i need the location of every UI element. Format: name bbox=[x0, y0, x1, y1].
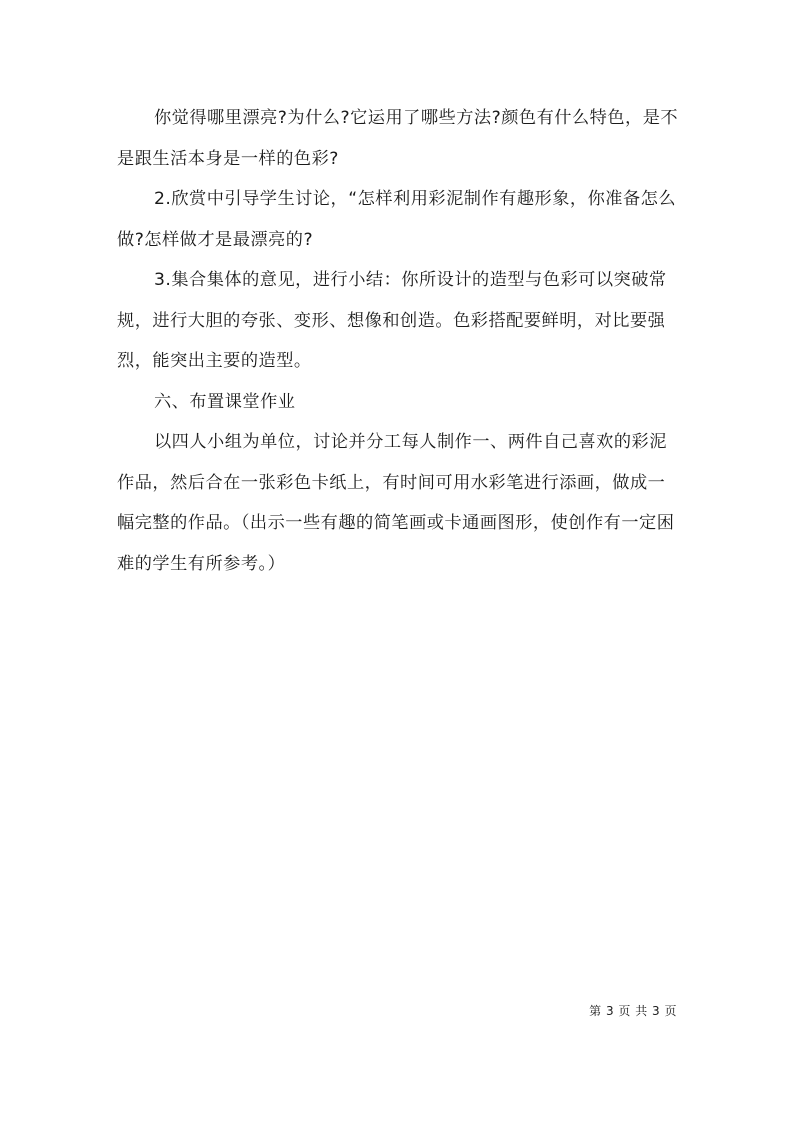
document-body bbox=[117, 98, 682, 584]
paragraph-questions: 你觉得哪里漂亮?为什么?它运用了哪些方法?颜色有什么特色，是不是跟生活本身是一样的色彩? bbox=[117, 108, 679, 169]
paragraph-homework: 以四人小组为单位，讨论并分工每人制作一、两件自己喜欢的彩泥作品，然后合在一张彩色卡纸上，有时间可用水彩笔进行添画，做成一幅完整的作品。（出示一些有趣的简笔画或卡通画图形，使创作有一定困难的学生有所参考。） bbox=[117, 432, 675, 574]
paragraph-discussion: 2.欣赏中引导学生讨论，“怎样利用彩泥制作有趣形象，你准备怎么做?怎样做才是最漂亮的? bbox=[117, 189, 677, 250]
paragraph-summary: 3.集合集体的意见，进行小结：你所设计的造型与色彩可以突破常规，进行大胆的夸张、变形、想像和创造。色彩搭配要鲜明，对比要强烈，能突出主要的造型。 bbox=[117, 270, 667, 371]
page-number-footer: 第 3 页 共 3 页 bbox=[589, 1004, 677, 1018]
section-heading-homework: 六、布置课堂作业 bbox=[153, 391, 296, 412]
